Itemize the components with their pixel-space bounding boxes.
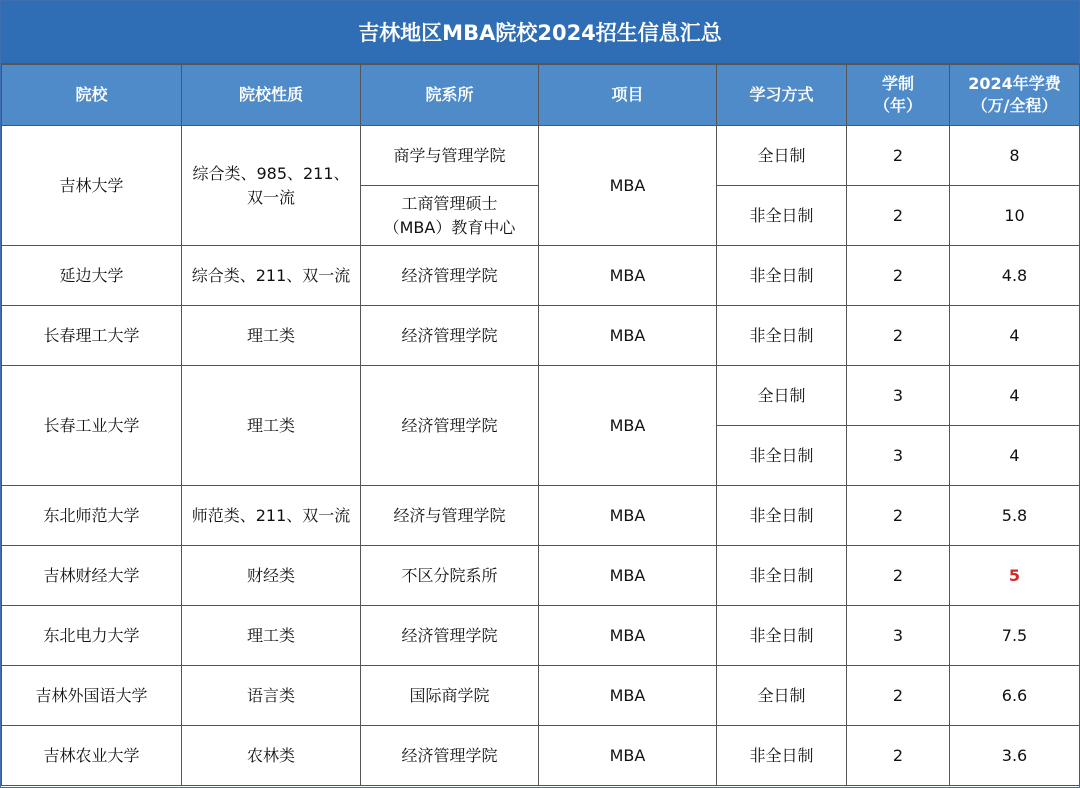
- cell-mode: 非全日制: [717, 726, 847, 786]
- table-row: [2, 246, 1080, 306]
- cell-school: 吉林大学: [2, 126, 182, 246]
- cell-fee: 5.8: [950, 486, 1080, 546]
- cell-mode: 非全日制: [717, 186, 847, 246]
- header-school: 院校: [2, 65, 182, 126]
- cell-program: MBA: [539, 546, 717, 606]
- admissions-table: [1, 64, 1080, 786]
- header-dept: 院系所: [361, 65, 539, 126]
- table-header-row: [2, 65, 1080, 126]
- cell-mode: 非全日制: [717, 426, 847, 486]
- cell-dept: 商学与管理学院: [361, 126, 539, 186]
- cell-school: 长春工业大学: [2, 366, 182, 486]
- cell-nature: 农林类: [182, 726, 361, 786]
- table-row: [2, 126, 1080, 186]
- cell-school: 东北电力大学: [2, 606, 182, 666]
- cell-dept: 经济管理学院: [361, 726, 539, 786]
- cell-years: 2: [847, 666, 950, 726]
- cell-years: 3: [847, 426, 950, 486]
- cell-fee: 4: [950, 306, 1080, 366]
- cell-nature: 财经类: [182, 546, 361, 606]
- cell-program: MBA: [539, 246, 717, 306]
- cell-dept: 不区分院系所: [361, 546, 539, 606]
- cell-program: MBA: [539, 666, 717, 726]
- header-fee: [950, 65, 1080, 126]
- header-nature: 院校性质: [182, 65, 361, 126]
- cell-mode: 非全日制: [717, 606, 847, 666]
- cell-mode: 非全日制: [717, 486, 847, 546]
- cell-dept: 国际商学院: [361, 666, 539, 726]
- table-row: [2, 726, 1080, 786]
- cell-nature: 理工类: [182, 306, 361, 366]
- cell-mode: 全日制: [717, 666, 847, 726]
- cell-school: 东北师范大学: [2, 486, 182, 546]
- header-fee-line2: （万/全程）: [971, 96, 1058, 115]
- cell-nature: 理工类: [182, 606, 361, 666]
- table-row: [2, 366, 1080, 426]
- cell-school: 吉林农业大学: [2, 726, 182, 786]
- cell-dept: 经济管理学院: [361, 366, 539, 486]
- cell-fee-highlighted: 5: [950, 546, 1080, 606]
- document-title: 吉林地区MBA院校2024招生信息汇总: [1, 1, 1079, 64]
- cell-fee: 3.6: [950, 726, 1080, 786]
- header-years-line1: 学制: [881, 74, 914, 93]
- cell-years: 3: [847, 366, 950, 426]
- cell-program: MBA: [539, 726, 717, 786]
- cell-fee: 4: [950, 426, 1080, 486]
- table-row: [2, 606, 1080, 666]
- table-row: [2, 666, 1080, 726]
- cell-school: 吉林财经大学: [2, 546, 182, 606]
- cell-school: 吉林外国语大学: [2, 666, 182, 726]
- cell-years: 2: [847, 306, 950, 366]
- cell-nature: 综合类、985、211、双一流: [182, 126, 361, 246]
- cell-dept: 经济管理学院: [361, 606, 539, 666]
- cell-mode: 非全日制: [717, 306, 847, 366]
- cell-mode: 全日制: [717, 366, 847, 426]
- cell-dept: 工商管理硕士（MBA）教育中心: [361, 186, 539, 246]
- cell-years: 2: [847, 486, 950, 546]
- header-years: [847, 65, 950, 126]
- cell-school: 长春理工大学: [2, 306, 182, 366]
- cell-years: 2: [847, 186, 950, 246]
- cell-program: MBA: [539, 366, 717, 486]
- cell-dept: 经济管理学院: [361, 246, 539, 306]
- cell-nature: 师范类、211、双一流: [182, 486, 361, 546]
- cell-mode: 全日制: [717, 126, 847, 186]
- cell-years: 2: [847, 126, 950, 186]
- cell-years: 2: [847, 726, 950, 786]
- cell-program: MBA: [539, 486, 717, 546]
- header-fee-line1: 2024年学费: [968, 74, 1061, 93]
- cell-mode: 非全日制: [717, 546, 847, 606]
- cell-mode: 非全日制: [717, 246, 847, 306]
- table-row: [2, 306, 1080, 366]
- cell-nature: 理工类: [182, 366, 361, 486]
- cell-nature: 综合类、211、双一流: [182, 246, 361, 306]
- cell-nature: 语言类: [182, 666, 361, 726]
- cell-fee: 8: [950, 126, 1080, 186]
- header-program: 项目: [539, 65, 717, 126]
- cell-years: 2: [847, 546, 950, 606]
- cell-dept: 经济管理学院: [361, 306, 539, 366]
- table-row: [2, 486, 1080, 546]
- cell-fee: 4.8: [950, 246, 1080, 306]
- cell-years: 3: [847, 606, 950, 666]
- table-row: [2, 546, 1080, 606]
- cell-fee: 10: [950, 186, 1080, 246]
- cell-program: MBA: [539, 126, 717, 246]
- cell-dept: 经济与管理学院: [361, 486, 539, 546]
- cell-program: MBA: [539, 606, 717, 666]
- header-mode: 学习方式: [717, 65, 847, 126]
- cell-fee: 6.6: [950, 666, 1080, 726]
- cell-years: 2: [847, 246, 950, 306]
- cell-fee: 7.5: [950, 606, 1080, 666]
- cell-fee: 4: [950, 366, 1080, 426]
- header-years-line2: （年）: [873, 96, 922, 115]
- cell-school: 延边大学: [2, 246, 182, 306]
- cell-program: MBA: [539, 306, 717, 366]
